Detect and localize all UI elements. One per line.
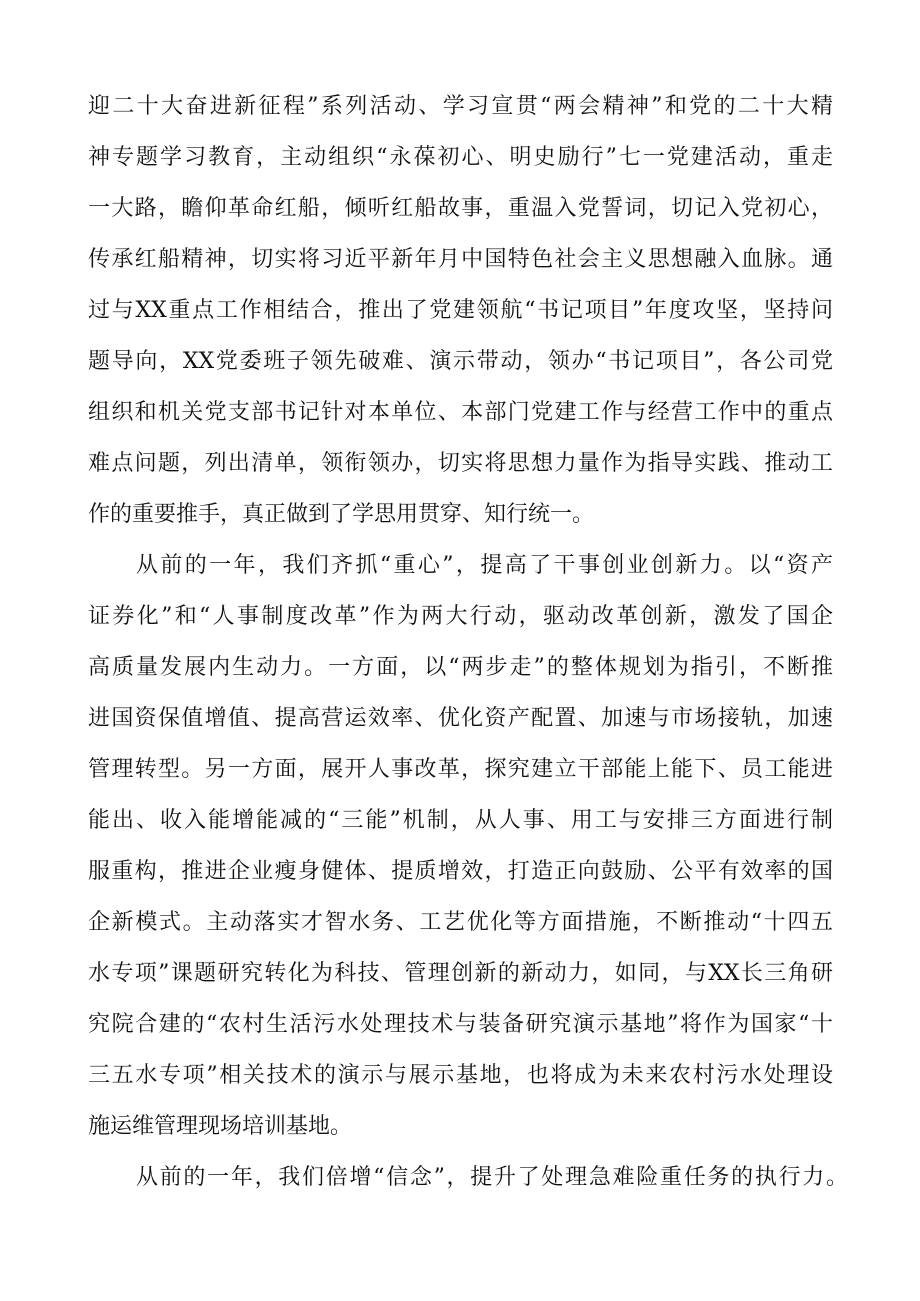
text-line: [0, 240, 920, 280]
paragraph-first-line: [0, 1158, 920, 1198]
text-line: [0, 291, 920, 331]
text-line: [0, 699, 920, 739]
text-line-content: 施运维管理现场培训基地。: [88, 1114, 353, 1139]
text-line-content: 作的重要推手，真正做到了学思用贯穿、知行统一。: [88, 502, 595, 527]
paragraph-first-line: [0, 546, 920, 586]
text-line-content: 一大路，瞻仰革命红船，倾听红船故事，重温入党誓词，切记入党初心，: [88, 196, 833, 221]
text-line-content: 组织和机关党支部书记针对本单位、本部门党建工作与经营工作中的重点: [88, 400, 833, 425]
text-line: [0, 342, 920, 382]
text-line: [0, 444, 920, 484]
text-line-content: 服重构，推进企业瘦身健体、提质增效，打造正向鼓励、公平有效率的国: [88, 859, 833, 884]
text-line: [0, 903, 920, 943]
text-line-content: 难点问题，列出清单，领衔领办，切实将思想力量作为指导实践、推动工: [88, 451, 833, 476]
text-line-content: 管理转型。另一方面，展开人事改革，探究建立干部能上能下、员工能进: [88, 757, 833, 782]
text-line-content: 传承红船精神，切实将习近平新年月中国特色社会主义思想融入血脉。通: [88, 247, 833, 272]
text-line: [0, 1005, 920, 1045]
text-line: [0, 852, 920, 892]
paragraph-last-line: [0, 495, 920, 535]
text-line: [0, 648, 920, 688]
text-line: [0, 954, 920, 994]
text-line: [0, 138, 920, 178]
text-line-content: 迎二十大奋进新征程”系列活动、学习宣贯“两会精神”和党的二十大精: [88, 94, 833, 119]
text-line-content: 证券化”和“人事制度改革”作为两大行动，驱动改革创新，激发了国企: [88, 604, 833, 629]
text-line: [0, 801, 920, 841]
text-line-content: 从前的一年，我们倍增“信念”，提升了处理急难险重任务的执行力。: [136, 1165, 848, 1190]
text-line: [0, 1056, 920, 1096]
text-line: [0, 393, 920, 433]
text-line-content: 高质量发展内生动力。一方面，以“两步走”的整体规划为指引，不断推: [88, 655, 833, 680]
text-line: [0, 750, 920, 790]
text-line: [0, 597, 920, 637]
text-line-content: 过与XX重点工作相结合，推出了党建领航“书记项目”年度攻坚，坚持问: [88, 298, 833, 323]
text-line-content: 水专项”课题研究转化为科技、管理创新的新动力，如同，与XX长三角研: [88, 961, 833, 986]
paragraph-last-line: [0, 1107, 920, 1147]
text-line-content: 企新模式。主动落实才智水务、工艺优化等方面措施，不断推动“十四五: [88, 910, 833, 935]
text-line-content: 进国资保值增值、提高营运效率、优化资产配置、加速与市场接轨，加速: [88, 706, 833, 731]
text-line-content: 神专题学习教育，主动组织“永葆初心、明史励行”七一党建活动，重走: [88, 145, 833, 170]
text-line-content: 能出、收入能增能减的“三能”机制，从人事、用工与安排三方面进行制: [88, 808, 833, 833]
text-line: [0, 189, 920, 229]
text-line-content: 三五水专项”相关技术的演示与展示基地，也将成为未来农村污水处理设: [88, 1063, 833, 1088]
text-line-content: 题导向，XX党委班子领先破难、演示带动，领办“书记项目”，各公司党: [88, 349, 833, 374]
text-line: [0, 87, 920, 127]
text-line-content: 从前的一年，我们齐抓“重心”，提高了干事创业创新力。以“资产: [136, 553, 833, 578]
text-line-content: 究院合建的“农村生活污水处理技术与装备研究演示基地”将作为国家“十: [88, 1012, 833, 1037]
